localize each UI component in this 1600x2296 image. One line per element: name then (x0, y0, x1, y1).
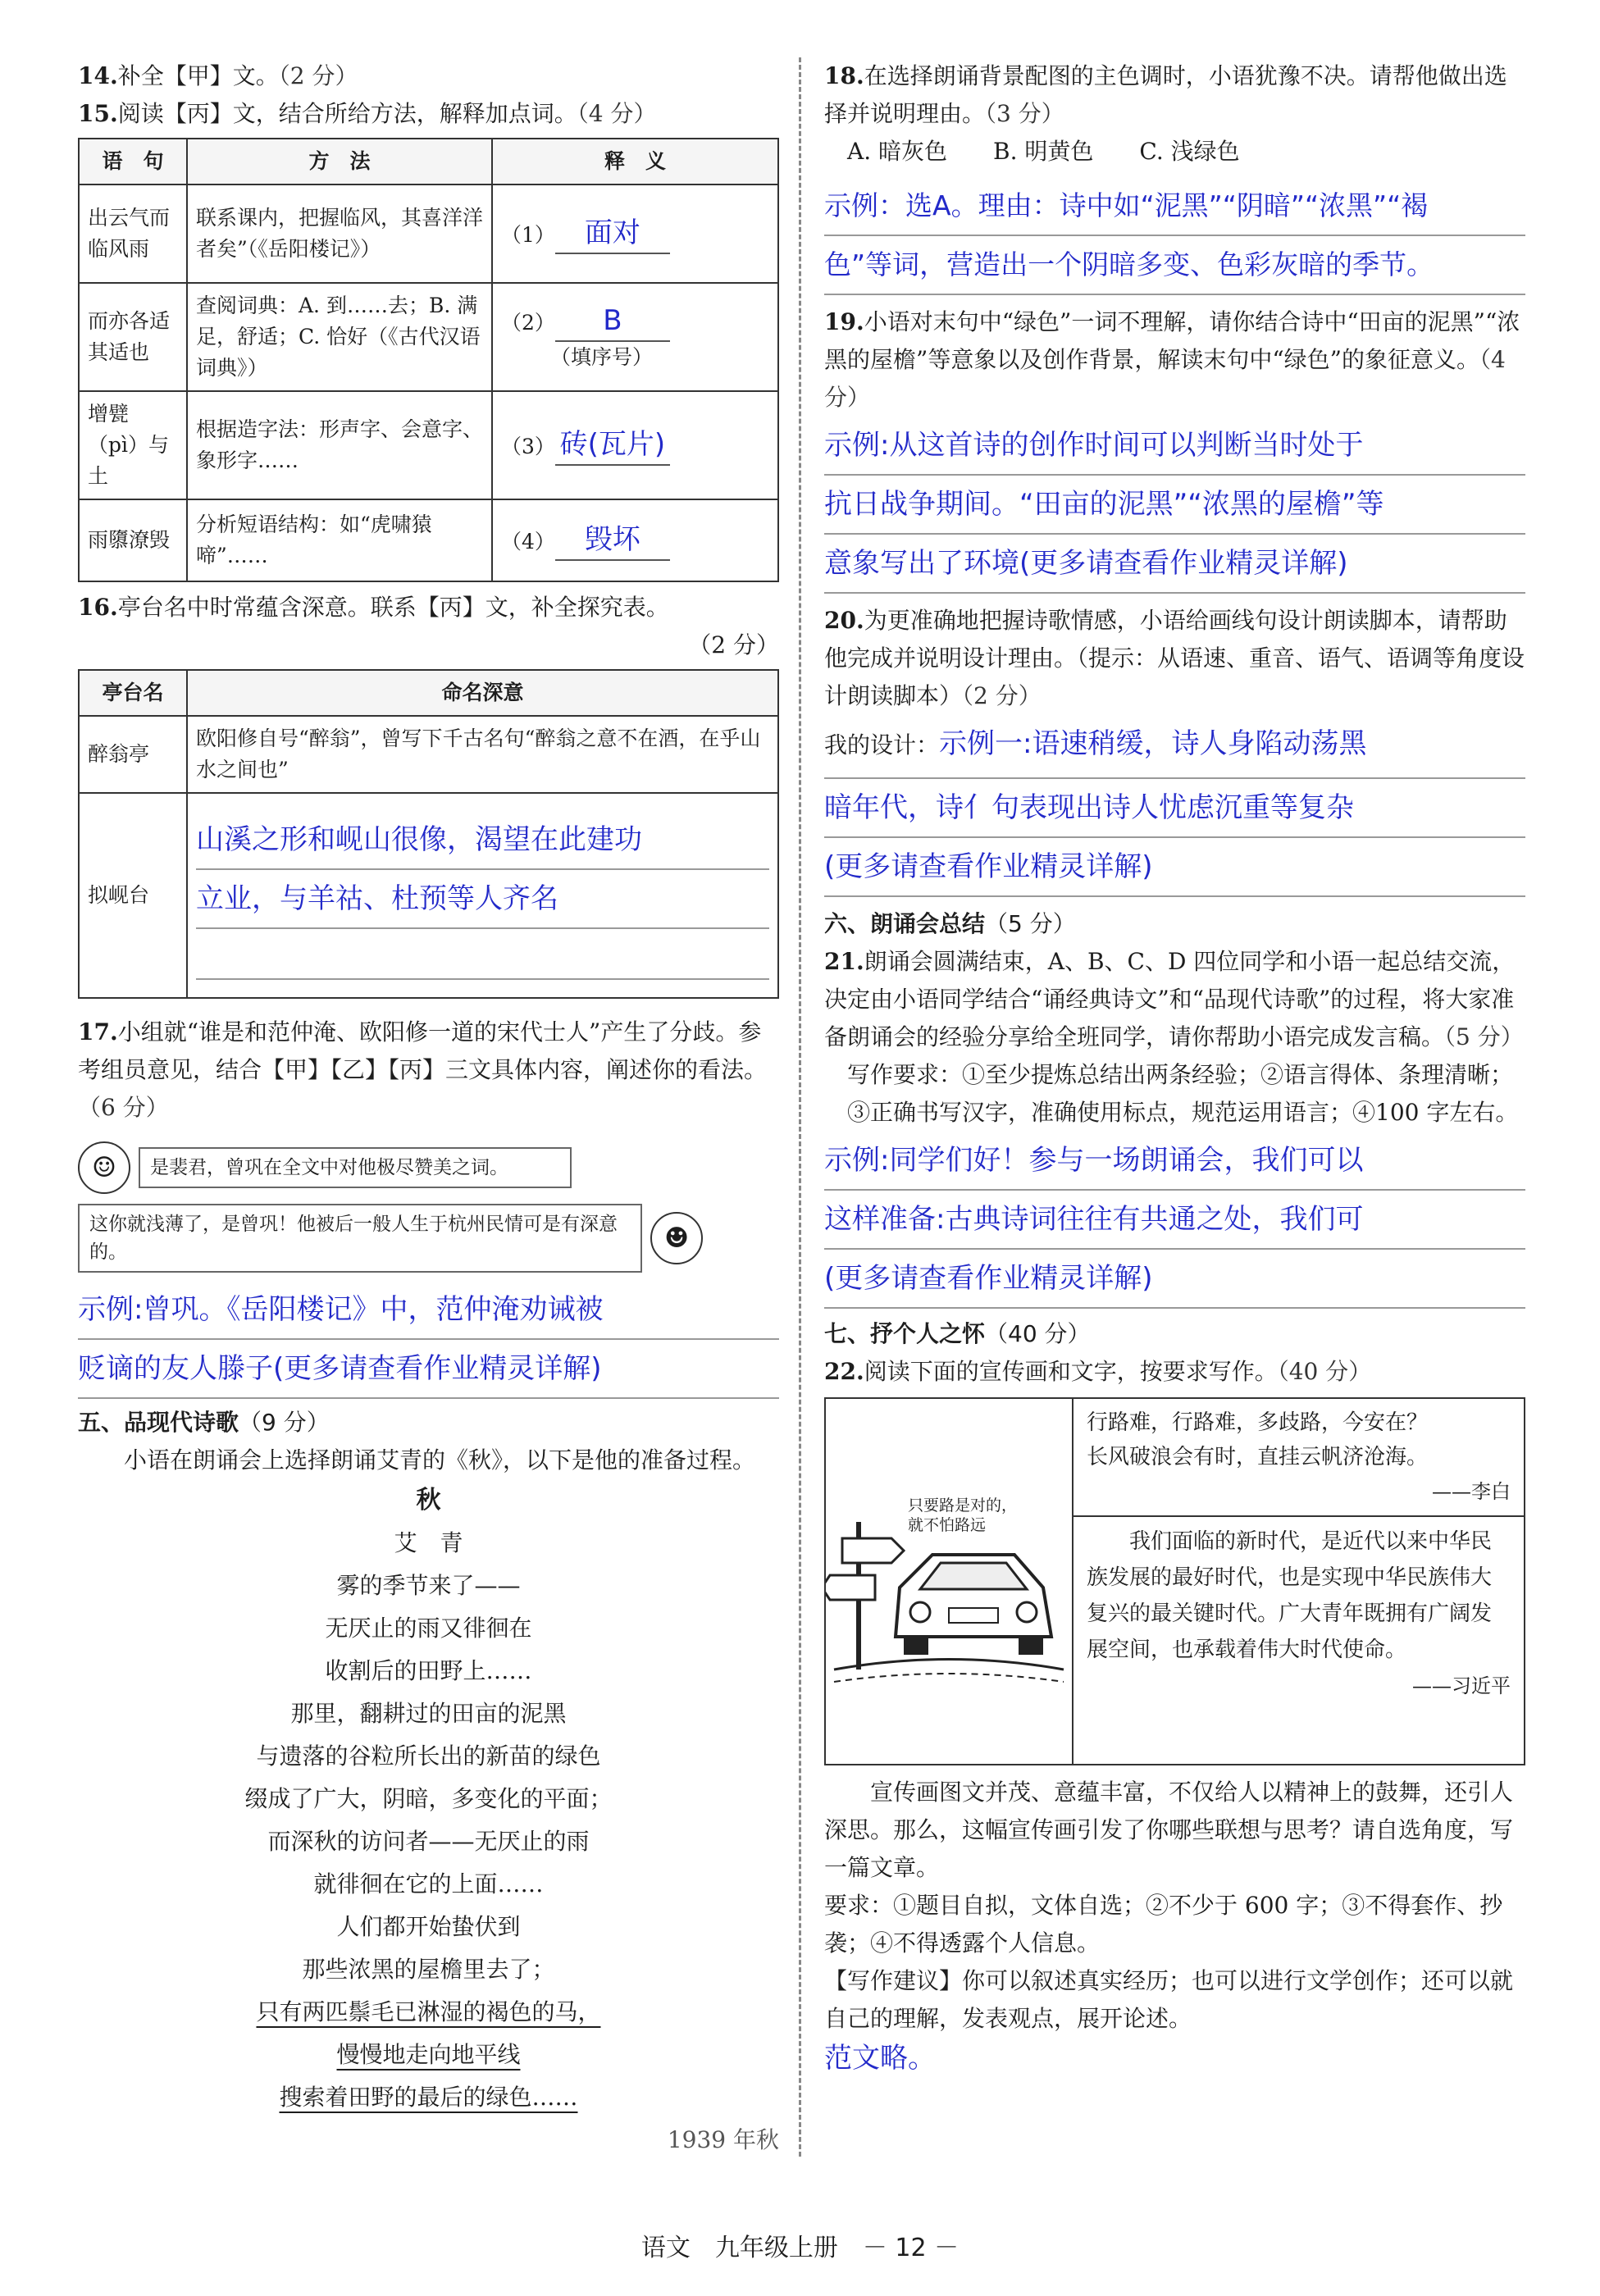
q16-answer-line-1: 山溪之形和岘山很像，渴望在此建功 (196, 811, 769, 870)
q16-header-meaning: 命名深意 (187, 670, 778, 716)
q20-answer-line-1: 我的设计：示例一:语速稍缓，诗人身陷动荡黑 (824, 715, 1525, 779)
q16-meaning-1: 欧阳修自号“醉翁”，曾写下千古名句“醉翁之意不在酒，在乎山水之间也” (187, 716, 778, 793)
poem-line-9: 人们都开始蛰伏到 (336, 1913, 521, 1940)
poem-line-8: 就徘徊在它的上面…… (313, 1870, 544, 1897)
q18-options: A. 暗灰色 B. 明黄色 C. 浅绿色 (847, 138, 1240, 165)
poem-line-3: 收割后的田野上…… (325, 1657, 532, 1684)
q15-answer-cell-4: （4） 毁坏 (492, 499, 778, 581)
q21-answer-line-3: (更多请查看作业精灵详解) (824, 1250, 1525, 1309)
question-16: 16.亭台名中时常蕴含深意。联系【丙】文，补全探究表。 (78, 594, 669, 621)
question-14: 14.补全【甲】文。（2 分） (78, 62, 358, 89)
poem-line-4: 那里，翻耕过的田亩的泥黑 (290, 1700, 567, 1727)
page-footer: 语文 九年级上册 － 12 － (640, 2234, 960, 2262)
poem-date: 1939 年秋 (667, 2126, 779, 2153)
q19-answer-line-2: 抗日战争期间。“田亩的泥黑”“浓黑的屋檐”等 (824, 476, 1525, 535)
question-19: 19.小语对末句中“绿色”一词不理解，请你结合诗中“田亩的泥黑”“浓黑的屋檐”等意象以及创作背景，解读末句中“绿色”的象征意义。（4 分） (824, 308, 1520, 411)
poem (78, 1479, 779, 2162)
question-18: 18.在选择朗诵背景配图的主色调时，小语犹豫不决。请帮他做出选择并说明理由。（3 分） (824, 62, 1507, 127)
q15-sentence-2: 而亦各适其适也 (79, 283, 187, 391)
left-column (78, 57, 779, 2162)
q16-header-name: 亭台名 (79, 670, 187, 716)
q15-method-1: 联系课内，把握临风，其喜洋洋者矣”（《岳阳楼记》） (187, 184, 492, 283)
q17-dialogue-2 (78, 1204, 779, 1273)
q20-answer-line-3: (更多请查看作业精灵详解) (824, 838, 1525, 897)
q15-answer-4: 毁坏 (555, 520, 670, 561)
question-15: 15.阅读【丙】文，结合所给方法，解释加点词。（4 分） (78, 100, 657, 127)
poster-picture (826, 1399, 1074, 1764)
q22-requirements: 要求：①题目自拟，文体自选；②不少于 600 字；③不得套作、抄袭；④不得透露个人信息。 (824, 1892, 1503, 1957)
q15-method-2: 查阅词典：A. 到……去；B. 满足，舒适；C. 恰好（《古代汉语词典》） (187, 283, 492, 391)
question-16-score: （2 分） (688, 631, 779, 658)
q17-dialogue-1 (78, 1141, 779, 1194)
q15-sentence-1: 出云气而临风雨 (79, 184, 187, 283)
q17-bubble-2: 这你就浅薄了，是曾巩！他被后一般人生于杭州民情可是有深意的。 (78, 1204, 642, 1273)
q17-bubble-1: 是裴君，曾巩在全文中对他极尽赞美之词。 (139, 1147, 572, 1188)
poem-line-12: 慢慢地走向地平线 (336, 2041, 521, 2068)
poem-line-1: 雾的季节来了—— (336, 1572, 521, 1599)
question-22: 22.阅读下面的宣传画和文字，按要求写作。（40 分） (824, 1358, 1372, 1385)
section-5-title: 五、品现代诗歌（9 分） (78, 1409, 330, 1436)
q21-answer-line-2: 这样准备:古典诗词往往有共通之处，我们可 (824, 1191, 1525, 1250)
q17-answer-line-2: 贬谪的友人滕子(更多请查看作业精灵详解) (78, 1340, 779, 1399)
q17-answer-line-1: 示例:曾巩。《岳阳楼记》中，范仲淹劝诫被 (78, 1281, 779, 1340)
q22-description: 宣传画图文并茂、意蕴丰富，不仅给人以精神上的鼓舞，还引人深思。那么，这幅宣传画引发了你哪些联想与思考？请自选角度，写一篇文章。 (824, 1779, 1514, 1881)
poem-line-5: 与遗落的谷粒所长出的新苗的绿色 (256, 1742, 601, 1770)
q15-sentence-3: 增甓（pì）与土 (79, 391, 187, 499)
q15-answer-cell-1: （1） 面对 (492, 184, 778, 283)
poem-line-13: 搜索着田野的最后的绿色…… (279, 2084, 578, 2111)
q15-header-meaning: 释 义 (492, 139, 778, 184)
q22-answer: 范文略。 (824, 2042, 936, 2075)
q18-answer-line-1: 示例：选A。理由：诗中如“泥黑”“阴暗”“浓黑”“褐 (824, 177, 1525, 236)
question-17: 17.小组就“谁是和范仲淹、欧阳修一道的宋代士人”产生了分歧。参考组员意见，结合【甲】【乙】【丙】三文具体内容，阐述你的看法。（6 分） (78, 1018, 768, 1121)
q15-header-sentence: 语 句 (79, 139, 187, 184)
q15-header-method: 方 法 (187, 139, 492, 184)
poem-line-2: 无厌止的雨又徘徊在 (325, 1615, 532, 1642)
q15-answer-3: 砖(瓦片) (555, 425, 670, 466)
poster-slogan: 只要路是对的，就不怕路远 (908, 1496, 1018, 1534)
q15-answer-2: B (555, 301, 670, 342)
q15-answer-1: 面对 (555, 213, 670, 254)
q18-answer-line-2: 色”等词，营造出一个阴暗多变、色彩灰暗的季节。 (824, 236, 1525, 295)
poster-text (1074, 1399, 1524, 1764)
poster-poem: 行路难，行路难，多歧路，今安在？ 长风破浪会有时，直挂云帆济沧海。 ——李白 (1074, 1399, 1524, 1517)
q15-method-3: 根据造字法：形声字、会意字、象形字…… (187, 391, 492, 499)
q15-answer-cell-2: （2） B （填序号） (492, 283, 778, 391)
section-7-title: 七、抒个人之怀（40 分） (824, 1320, 1091, 1347)
column-divider (799, 57, 801, 2157)
q15-table (78, 138, 779, 582)
poem-title: 秋 (416, 1486, 441, 1515)
poem-line-11: 只有两匹鬃毛已淋湿的褐色的马， (256, 1998, 601, 2025)
right-column (824, 57, 1525, 2079)
q16-name-1: 醉翁亭 (79, 716, 187, 793)
question-21: 21.朗诵会圆满结束，A、B、C、D 四位同学和小语一起总结交流，决定由小语同学结合“诵经典诗文”和“品现代诗歌”的过程，将大家准备朗诵会的经验分享给全班同学，请你帮助小语完成发言稿。（5 分） (824, 948, 1524, 1050)
section-5-intro: 小语在朗诵会上选择朗诵艾青的《秋》，以下是他的准备过程。 (124, 1446, 756, 1474)
q16-name-2: 拟岘台 (79, 793, 187, 998)
girl-avatar-icon: ☺ (78, 1141, 130, 1194)
q16-answer-line-3 (196, 929, 769, 980)
poem-author: 艾 青 (394, 1529, 463, 1556)
q15-sentence-4: 雨隳潦毁 (79, 499, 187, 581)
q20-answer-line-2: 暗年代，诗亻句表现出诗人忧虑沉重等复杂 (824, 779, 1525, 838)
question-20: 20.为更准确地把握诗歌情感，小语给画线句设计朗读脚本，请帮助他完成并说明设计理由。（提示：从语速、重音、语气、语调等角度设计朗读脚本）（2 分） (824, 607, 1525, 709)
q16-answer-line-2: 立业，与羊祜、杜预等人齐名 (196, 870, 769, 929)
car-road-illustration-icon (826, 1399, 1069, 1761)
poem-line-10: 那些浓黑的屋檐里去了； (302, 1956, 555, 1983)
boy-avatar-icon: ☻ (650, 1212, 703, 1264)
q21-requirements: 写作要求：①至少提炼总结出两条经验；②语言得体、条理清晰；③正确书写汉字，准确使用标点，规范运用语言；④100 字左右。 (847, 1061, 1519, 1126)
q15-answer-cell-3: （3） 砖(瓦片) (492, 391, 778, 499)
poem-line-6: 缀成了广大，阴暗，多变化的平面； (244, 1785, 613, 1812)
propaganda-poster (824, 1397, 1525, 1765)
q16-table (78, 669, 779, 999)
q15-method-4: 分析短语结构：如“虎啸猿啼”…… (187, 499, 492, 581)
q16-answer-cell (187, 793, 778, 998)
poster-quote: 我们面临的新时代，是近代以来中华民族发展的最好时代，也是实现中华民族伟大复兴的最关键时代。广大青年既拥有广阔发展空间，也承载着伟大时代使命。 ——习近平 (1087, 1529, 1511, 1697)
q19-answer-line-3: 意象写出了环境(更多请查看作业精灵详解) (824, 535, 1525, 594)
section-6-title: 六、朗诵会总结（5 分） (824, 910, 1076, 937)
q21-answer-line-1: 示例:同学们好！参与一场朗诵会，我们可以 (824, 1132, 1525, 1191)
q19-answer-line-1: 示例:从这首诗的创作时间可以判断当时处于 (824, 417, 1525, 476)
poem-line-7: 而深秋的访问者——无厌止的雨 (267, 1828, 590, 1855)
q22-writing-tip: 【写作建议】你可以叙述真实经历；也可以进行文学创作；还可以就自己的理解，发表观点，展开论述。 (824, 1967, 1514, 2032)
